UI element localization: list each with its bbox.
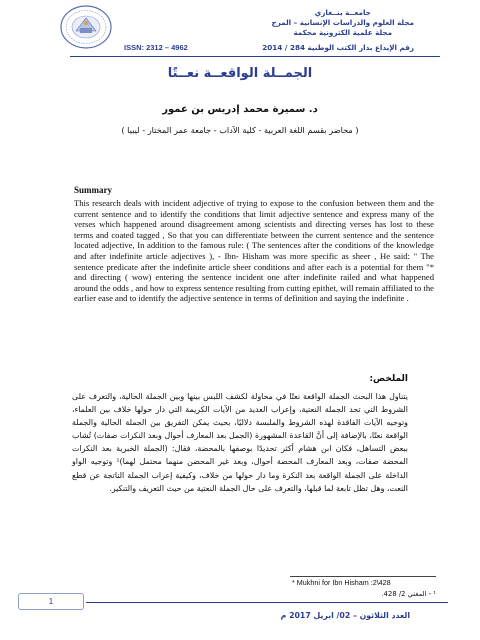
footnote-arabic: ¹ - المغني 2/ 428. [381, 590, 436, 598]
deposit-number: رقم الإيداع بدار الكتب الوطنية 284 / 2014 [262, 43, 414, 52]
footer-divider [86, 602, 448, 603]
summary-heading: Summary [74, 185, 112, 195]
journal-masthead [272, 8, 414, 38]
author-name: د. سميرة محمد إدريس بن عمور [162, 104, 318, 115]
footnote-english: * Mukhni for Ibn Hisham :2\428 [292, 578, 391, 587]
abstract-body: يتناول هذا البحث الجملة الواقعة نعتًا في محاولة لكشف اللبس بينها وبين الجملة الحالية، والتعرف على الشروط التي تحد الجملة النعتية، وإعراب العديد من الآيات الكريمة التي دار حولها خلاف بين العلماء، وتوجيه الآيات الفاقدة لهذه الشروط والملبسة دلاليًا، بحيث يمكن التفريق بين الجملة الحالية والجملة الواقعة نعتًا، بالإضافة إلى أنَّ القاعدة المشهورة (الجمل بعد المعارف أحوال وبعد النكرات صفات) تُشاب ببعض التساهل، فكان ابن هشام أكثر تحديدًا بوصفها بالمحضة، فقال: (الجملة الخبرية بعد النكرات المحضة صفات، وبعد المعارف المحضة أحوال، وبعد غير المحضن منهما محتمل لهما)¹ وتوجيه الواو الداخلة على الجملة الواقعة بعد النكرة وما دار حولها من خلاف، وكيفية إعراب الجملة الناتجة عن قطع النعت، وهل تظل تابعة لما قبلها، والتعرف على حال الجملة النعتية من حيث التعريف والتنكير. [72, 392, 408, 493]
issn-label: ISSN: 2312 – 4962 [124, 43, 188, 52]
summary-body: This research deals with incident adjective of trying to expose to the confusion between them and the current sentence and to identify the conditions that limit adjective sentence and express many of the verses which happened around disagreement among scientists and directing verses has lost to these terms and coated tagged , So that you can differentiate between the current sentence and the sentence located adjective, In addition to the famous rule: ( The sentences after the conditions of the knowledge and after indefinite article adjectives ), - Ibn- Hisham was more specific as sheer , He said: " The sentence predicate after the indefinite article sheer conditions and after each is a potential for them "* and directing ( wow) entering the sentence incident one after indefinite railed and what happened around the odds , and how to express sentence resulting from cutting epithet, will remain affiliated to the earlier ease and to identify the adjective sentence in terms of definition and saying the indefinite . [74, 198, 434, 304]
issue-info: العدد الثلاثون – 02/ ابريل 2017 م [280, 611, 410, 620]
header-divider [70, 56, 440, 57]
page-number: 1 [18, 593, 84, 610]
footnote-divider [290, 576, 436, 577]
journal-line: مجلة علمية الكترونية محكمة [293, 28, 393, 37]
abstract-heading: الملخص: [369, 374, 408, 384]
author-affiliation: ( محاضر بقسم اللغة العربية - كلية الآداب - جامعة عمر المختار - ليبيا ) [121, 125, 359, 135]
journal-line: مجلة العلوم والدراسات الإنسانية – المرج [271, 18, 414, 27]
journal-line: جامعــة بنــغازي [314, 8, 371, 17]
university-seal-icon [58, 4, 114, 50]
article-title: الجمــلة الواقعــة نعــتًا [167, 66, 313, 81]
